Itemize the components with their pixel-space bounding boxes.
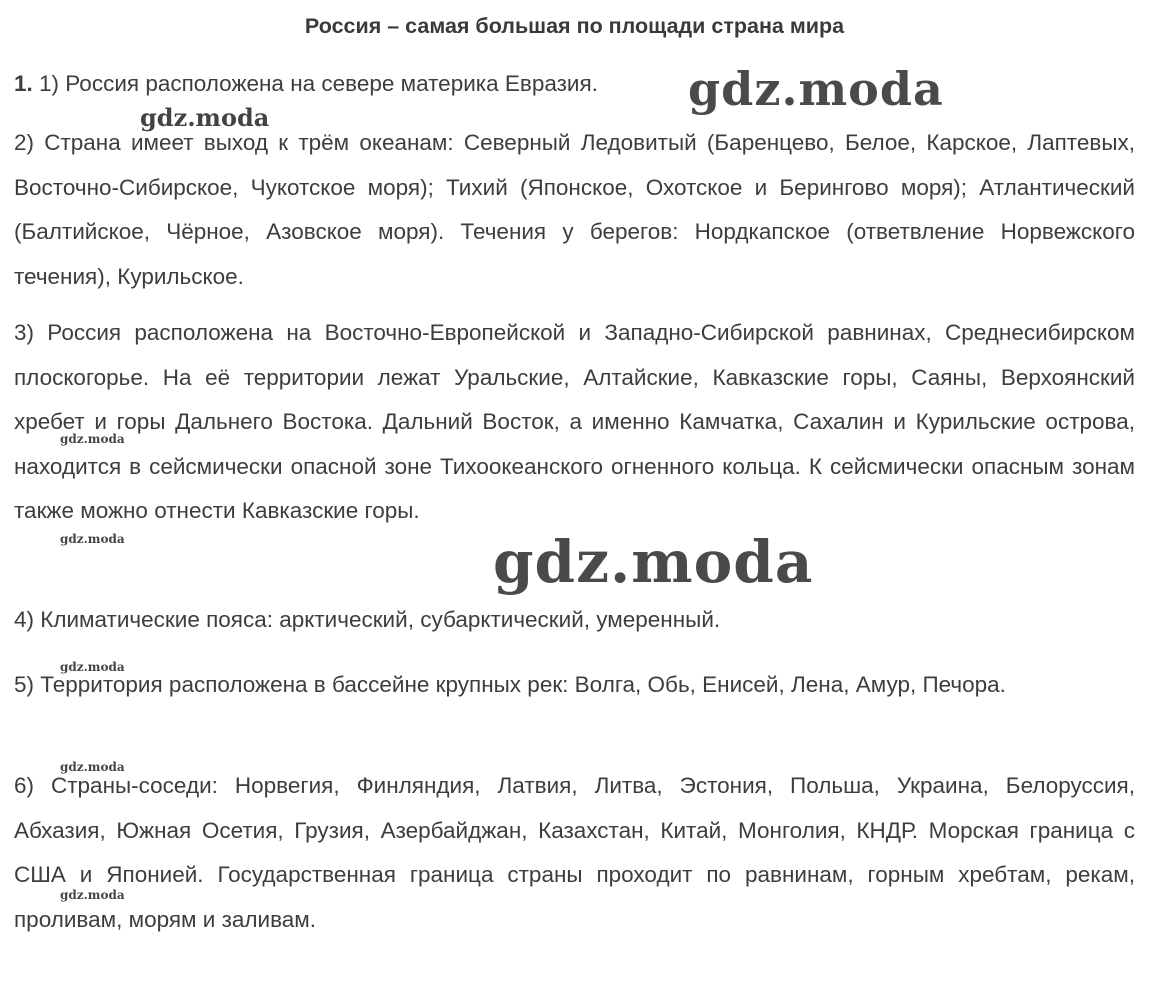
paragraph-3: 3) Россия расположена на Восточно-Европейской и Западно-Сибирской равнинах, Среднесибирском плоскогорье. На её территории лежат Уральские, Алтайские, Кавказские горы, Саяны, Верхоянский хребет и горы Дальнего Востока. Дальний Восток, а именно Камчатка, Сахалин и Курильские острова, находится в сейсмически опасной зоне Тихоокеанского огненного кольца. К сейсмически опасным зонам также можно отнести Кавказские горы. (14, 320, 1135, 523)
watermark-small-1: gdz.moda (140, 103, 270, 132)
watermark-small-2: gdz.moda (60, 432, 125, 446)
watermark-small-5: gdz.moda (60, 760, 125, 774)
watermark-small-6: gdz.moda (60, 888, 125, 902)
paragraph-1-text: 1) Россия расположена на севере материка Евразия. (39, 71, 598, 96)
watermark-small-4: gdz.moda (60, 660, 125, 674)
page-title: Россия – самая большая по площади страна мира (304, 14, 845, 38)
watermark-large-middle: gdz.moda (493, 528, 814, 596)
paragraph-2: 2) Страна имеет выход к трём океанам: Северный Ледовитый (Баренцево, Белое, Карское, Лаптевых, Восточно-Сибирское, Чукотское моря); Тихий (Японское, Охотское и Берингово моря); Атлантический (Балтийское, Чёрное, Азовское моря). Течения у берегов: Нордкапское (ответвление Норвежского течения), Курильское. (14, 130, 1135, 289)
paragraph-5: 5) Территория расположена в бассейне крупных рек: Волга, Обь, Енисей, Лена, Амур, Печора. (14, 672, 1006, 697)
watermark-small-3: gdz.moda (60, 532, 125, 546)
task-number: 1. (14, 71, 33, 96)
watermark-large-top: gdz.moda (688, 62, 944, 116)
paragraph-4: 4) Климатические пояса: арктический, субарктический, умеренный. (14, 607, 721, 632)
paragraph-6: 6) Страны-соседи: Норвегия, Финляндия, Латвия, Литва, Эстония, Польша, Украина, Белоруссия, Абхазия, Южная Осетия, Грузия, Азербайджан, Казахстан, Китай, Монголия, КНДР. Морская граница с США и Японией. Государственная граница страны проходит по равнинам, горным хребтам, рекам, проливам, морям и заливам. (14, 773, 1135, 932)
paragraph-1 (14, 62, 1135, 107)
